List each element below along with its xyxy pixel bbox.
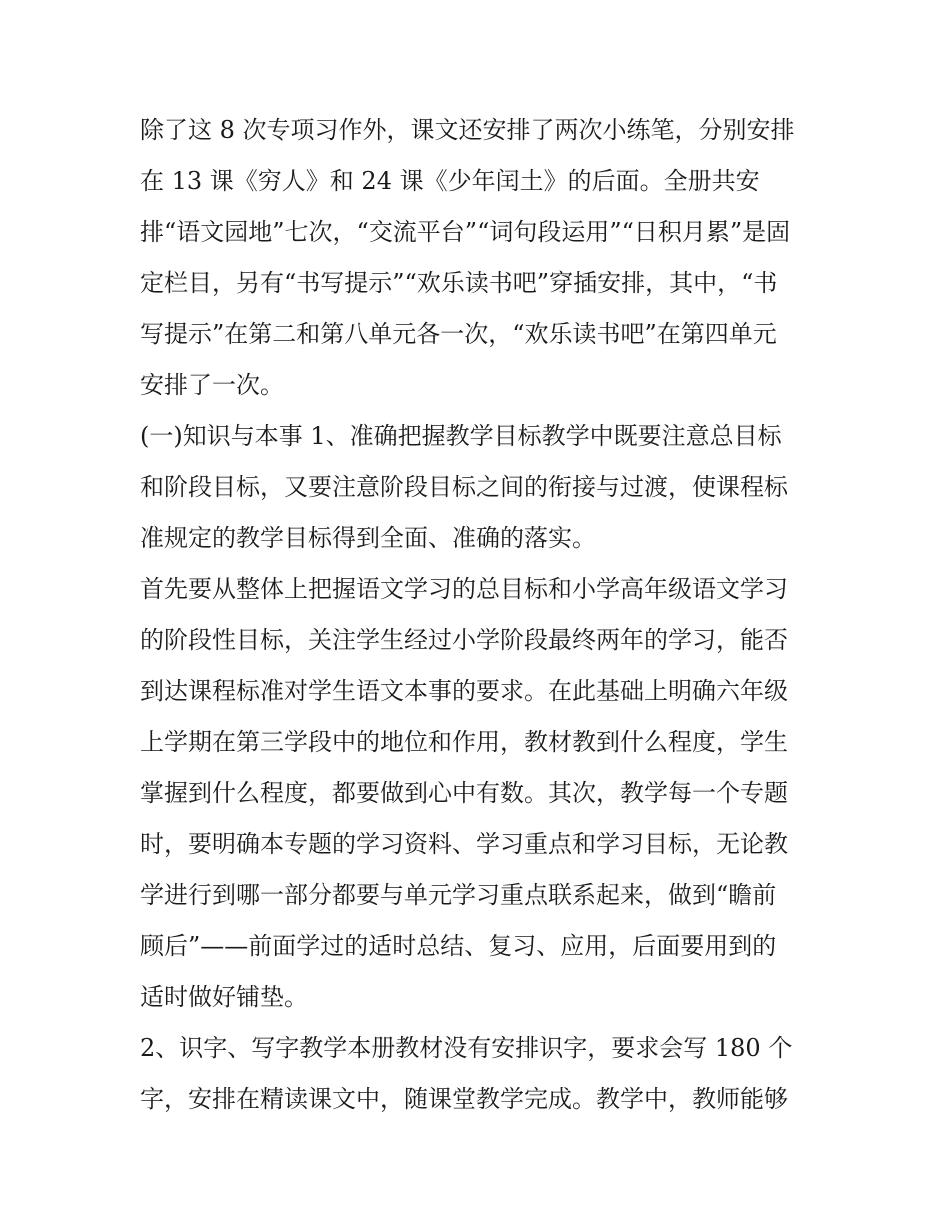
text-line: 安排了一次。 [140,371,284,399]
text-line: 定栏目，另有“书写提示”“欢乐读书吧”穿插安排，其中，“书 [140,269,778,297]
text-line: 适时做好铺垫。 [140,983,308,1011]
text-line: 字，安排在精读课文中，随课堂教学完成。教学中，教师能够 [140,1085,788,1113]
text-line: 掌握到什么程度，都要做到心中有数。其次，教学每一个专题 [140,779,788,807]
text-line: 顾后”——前面学过的适时总结、复习、应用，后面要用到的 [140,932,777,960]
text-line: 上学期在第三学段中的地位和作用，教材教到什么程度，学生 [140,728,788,756]
text-line: 和阶段目标，又要注意阶段目标之间的衔接与过渡，使课程标 [140,473,788,501]
text-line: 学进行到哪一部分都要与单元学习重点联系起来，做到“瞻前 [140,881,777,909]
text-line: 排“语文园地”七次，“交流平台”“词句段运用”“日积月累”是固 [140,218,791,246]
text-line: 2、识字、写字教学本册教材没有安排识字，要求会写 180 个 [140,1034,793,1062]
text-line: 时，要明确本专题的学习资料、学习重点和学习目标，无论教 [140,830,788,858]
text-line: 准规定的教学目标得到全面、准确的落实。 [140,524,596,552]
text-line: 的阶段性目标，关注学生经过小学阶段最终两年的学习，能否 [140,626,788,654]
text-line: 在 13 课《穷人》和 24 课《少年闰土》的后面。全册共安 [140,167,760,195]
text-line: 写提示”在第二和第八单元各一次，“欢乐读书吧”在第四单元 [140,320,777,348]
text-line: 到达课程标准对学生语文本事的要求。在此基础上明确六年级 [140,677,788,705]
text-line: (一)知识与本事 1、准确把握教学目标教学中既要注意总目标 [140,422,782,450]
text-line: 除了这 8 次专项习作外，课文还安排了两次小练笔，分别安排 [140,116,795,144]
text-line: 首先要从整体上把握语文学习的总目标和小学高年级语文学习 [140,575,788,603]
